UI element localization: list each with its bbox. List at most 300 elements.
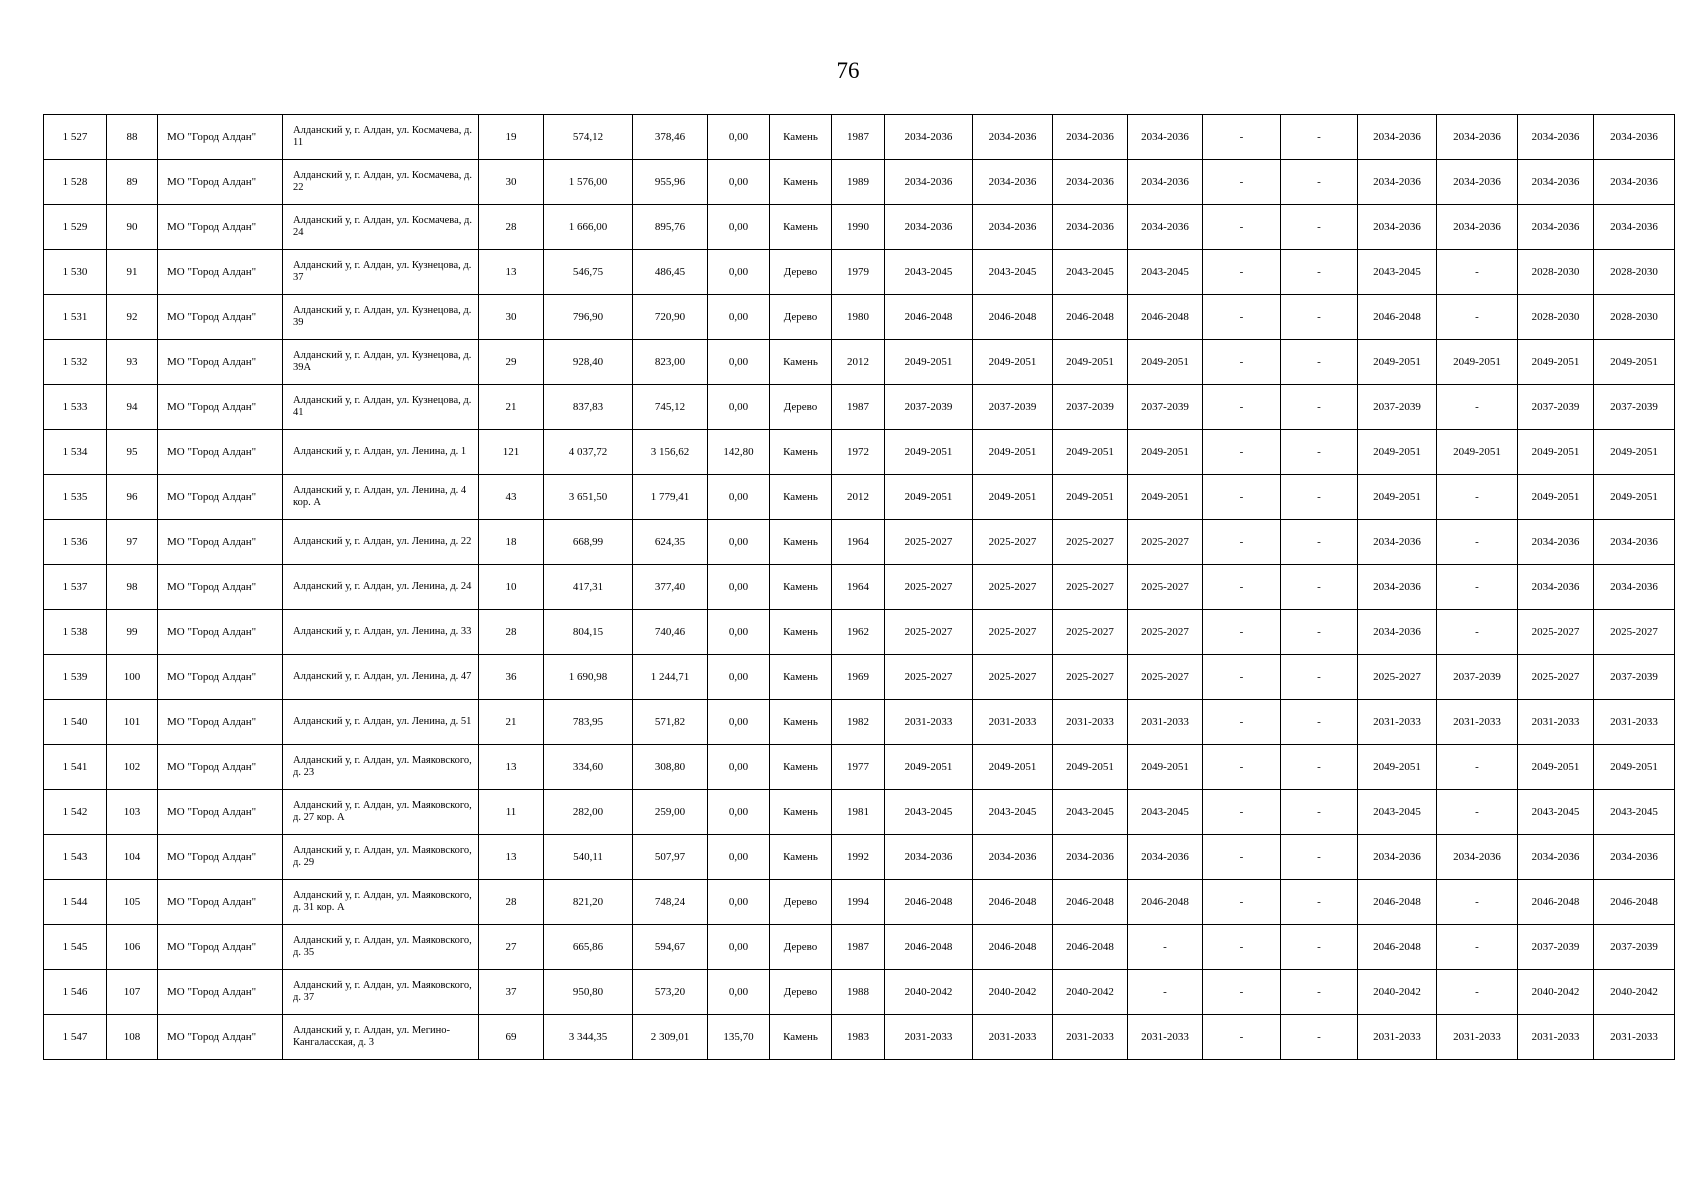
municipality-cell: МО "Город Алдан"	[158, 745, 283, 790]
period-cell: -	[1203, 205, 1281, 250]
period-cell: 2037-2039	[1437, 655, 1518, 700]
period-cell: 2025-2027	[885, 520, 973, 565]
residents-cell: 21	[479, 385, 544, 430]
table-row	[44, 340, 1675, 385]
residents-cell: 13	[479, 835, 544, 880]
living-area-cell: 377,40	[633, 565, 708, 610]
residents-cell: 29	[479, 340, 544, 385]
total-area-cell: 950,80	[544, 970, 633, 1015]
table-row	[44, 970, 1675, 1015]
period-cell: -	[1437, 385, 1518, 430]
period-cell: -	[1203, 655, 1281, 700]
nonresidential-area-cell: 0,00	[708, 475, 770, 520]
period-cell: 2034-2036	[1518, 115, 1594, 160]
period-cell: 2025-2027	[1053, 520, 1128, 565]
period-cell: 2049-2051	[1053, 340, 1128, 385]
period-cell: 2034-2036	[1594, 115, 1675, 160]
period-cell: 2031-2033	[973, 1015, 1053, 1060]
wall-material-cell: Камень	[770, 115, 832, 160]
period-cell: 2049-2051	[1128, 745, 1203, 790]
period-cell: 2046-2048	[1358, 925, 1437, 970]
wall-material-cell: Камень	[770, 475, 832, 520]
period-cell: 2043-2045	[1053, 250, 1128, 295]
built-year-cell: 1987	[832, 925, 885, 970]
address-cell: Алданский у, г. Алдан, ул. Ленина, д. 4 кор. А	[283, 475, 479, 520]
municipality-cell: МО "Город Алдан"	[158, 115, 283, 160]
period-cell: -	[1281, 925, 1358, 970]
row-index-cell: 92	[107, 295, 158, 340]
reg-number-cell: 1 540	[44, 700, 107, 745]
row-index-cell: 98	[107, 565, 158, 610]
row-index-cell: 95	[107, 430, 158, 475]
period-cell: 2031-2033	[1594, 700, 1675, 745]
period-cell: 2049-2051	[885, 745, 973, 790]
period-cell: 2034-2036	[1594, 565, 1675, 610]
period-cell: 2034-2036	[1128, 205, 1203, 250]
period-cell: 2034-2036	[1594, 835, 1675, 880]
period-cell: 2049-2051	[1518, 430, 1594, 475]
period-cell: -	[1437, 520, 1518, 565]
period-cell: -	[1203, 925, 1281, 970]
built-year-cell: 1981	[832, 790, 885, 835]
table-row	[44, 925, 1675, 970]
row-index-cell: 102	[107, 745, 158, 790]
address-cell: Алданский у, г. Алдан, ул. Маяковского, д. 27 кор. А	[283, 790, 479, 835]
wall-material-cell: Дерево	[770, 925, 832, 970]
period-cell: 2025-2027	[1358, 655, 1437, 700]
period-cell: 2031-2033	[1358, 700, 1437, 745]
period-cell: 2025-2027	[973, 610, 1053, 655]
table-row	[44, 610, 1675, 655]
row-index-cell: 94	[107, 385, 158, 430]
built-year-cell: 1969	[832, 655, 885, 700]
total-area-cell: 668,99	[544, 520, 633, 565]
period-cell: 2034-2036	[1128, 835, 1203, 880]
living-area-cell: 2 309,01	[633, 1015, 708, 1060]
wall-material-cell: Камень	[770, 205, 832, 250]
address-cell: Алданский у, г. Алдан, ул. Ленина, д. 24	[283, 565, 479, 610]
period-cell: 2049-2051	[1594, 475, 1675, 520]
period-cell: 2034-2036	[1437, 835, 1518, 880]
period-cell: 2046-2048	[973, 295, 1053, 340]
period-cell: 2043-2045	[1128, 790, 1203, 835]
period-cell: 2049-2051	[1518, 340, 1594, 385]
residents-cell: 36	[479, 655, 544, 700]
period-cell: 2049-2051	[1437, 340, 1518, 385]
period-cell: -	[1281, 835, 1358, 880]
period-cell: -	[1281, 745, 1358, 790]
period-cell: 2025-2027	[885, 565, 973, 610]
municipality-cell: МО "Город Алдан"	[158, 520, 283, 565]
nonresidential-area-cell: 0,00	[708, 520, 770, 565]
period-cell: -	[1203, 160, 1281, 205]
total-area-cell: 4 037,72	[544, 430, 633, 475]
period-cell: 2034-2036	[1437, 205, 1518, 250]
reg-number-cell: 1 539	[44, 655, 107, 700]
period-cell: 2049-2051	[1358, 430, 1437, 475]
total-area-cell: 783,95	[544, 700, 633, 745]
reg-number-cell: 1 530	[44, 250, 107, 295]
period-cell: -	[1203, 610, 1281, 655]
residents-cell: 28	[479, 880, 544, 925]
address-cell: Алданский у, г. Алдан, ул. Маяковского, д. 29	[283, 835, 479, 880]
nonresidential-area-cell: 0,00	[708, 655, 770, 700]
period-cell: 2034-2036	[1053, 160, 1128, 205]
living-area-cell: 1 244,71	[633, 655, 708, 700]
built-year-cell: 1983	[832, 1015, 885, 1060]
built-year-cell: 1992	[832, 835, 885, 880]
address-cell: Алданский у, г. Алдан, ул. Ленина, д. 51	[283, 700, 479, 745]
period-cell: 2025-2027	[1128, 520, 1203, 565]
row-index-cell: 96	[107, 475, 158, 520]
period-cell: -	[1281, 430, 1358, 475]
reg-number-cell: 1 536	[44, 520, 107, 565]
period-cell: 2034-2036	[1518, 520, 1594, 565]
wall-material-cell: Камень	[770, 1015, 832, 1060]
residents-cell: 13	[479, 250, 544, 295]
period-cell: 2040-2042	[1358, 970, 1437, 1015]
built-year-cell: 1972	[832, 430, 885, 475]
period-cell: 2034-2036	[1358, 565, 1437, 610]
period-cell: -	[1281, 250, 1358, 295]
row-index-cell: 97	[107, 520, 158, 565]
built-year-cell: 1989	[832, 160, 885, 205]
municipality-cell: МО "Город Алдан"	[158, 250, 283, 295]
reg-number-cell: 1 532	[44, 340, 107, 385]
period-cell: -	[1281, 1015, 1358, 1060]
period-cell: 2037-2039	[1594, 925, 1675, 970]
period-cell: 2049-2051	[973, 430, 1053, 475]
period-cell: 2034-2036	[885, 160, 973, 205]
row-index-cell: 99	[107, 610, 158, 655]
row-index-cell: 93	[107, 340, 158, 385]
total-area-cell: 574,12	[544, 115, 633, 160]
period-cell: 2025-2027	[973, 655, 1053, 700]
period-cell: 2037-2039	[1518, 925, 1594, 970]
wall-material-cell: Камень	[770, 565, 832, 610]
period-cell: -	[1203, 700, 1281, 745]
period-cell: 2025-2027	[973, 520, 1053, 565]
period-cell: 2031-2033	[885, 1015, 973, 1060]
table-row	[44, 205, 1675, 250]
period-cell: 2034-2036	[973, 835, 1053, 880]
built-year-cell: 1964	[832, 520, 885, 565]
residents-cell: 30	[479, 295, 544, 340]
municipality-cell: МО "Город Алдан"	[158, 565, 283, 610]
reg-number-cell: 1 546	[44, 970, 107, 1015]
residents-cell: 37	[479, 970, 544, 1015]
living-area-cell: 955,96	[633, 160, 708, 205]
reg-number-cell: 1 529	[44, 205, 107, 250]
municipality-cell: МО "Город Алдан"	[158, 205, 283, 250]
period-cell: 2031-2033	[1128, 1015, 1203, 1060]
period-cell: 2049-2051	[973, 475, 1053, 520]
period-cell: 2034-2036	[973, 160, 1053, 205]
address-cell: Алданский у, г. Алдан, ул. Маяковского, д. 35	[283, 925, 479, 970]
period-cell: -	[1281, 160, 1358, 205]
municipality-cell: МО "Город Алдан"	[158, 1015, 283, 1060]
total-area-cell: 282,00	[544, 790, 633, 835]
period-cell: 2049-2051	[1358, 475, 1437, 520]
table-row	[44, 790, 1675, 835]
table-row	[44, 160, 1675, 205]
municipality-cell: МО "Город Алдан"	[158, 880, 283, 925]
period-cell: 2034-2036	[1358, 520, 1437, 565]
row-index-cell: 101	[107, 700, 158, 745]
wall-material-cell: Камень	[770, 790, 832, 835]
period-cell: -	[1203, 115, 1281, 160]
housing-register-table	[43, 114, 1675, 1060]
period-cell: 2025-2027	[973, 565, 1053, 610]
wall-material-cell: Дерево	[770, 250, 832, 295]
residents-cell: 13	[479, 745, 544, 790]
period-cell: 2046-2048	[1358, 880, 1437, 925]
period-cell: 2046-2048	[1518, 880, 1594, 925]
period-cell: 2034-2036	[1128, 160, 1203, 205]
period-cell: -	[1128, 925, 1203, 970]
period-cell: 2034-2036	[1358, 160, 1437, 205]
nonresidential-area-cell: 0,00	[708, 790, 770, 835]
period-cell: 2049-2051	[1437, 430, 1518, 475]
page-number: 76	[836, 58, 860, 83]
period-cell: 2031-2033	[1518, 1015, 1594, 1060]
municipality-cell: МО "Город Алдан"	[158, 295, 283, 340]
period-cell: -	[1281, 565, 1358, 610]
nonresidential-area-cell: 0,00	[708, 745, 770, 790]
period-cell: 2049-2051	[1518, 475, 1594, 520]
period-cell: -	[1437, 565, 1518, 610]
period-cell: -	[1437, 925, 1518, 970]
period-cell: 2040-2042	[1053, 970, 1128, 1015]
living-area-cell: 573,20	[633, 970, 708, 1015]
reg-number-cell: 1 538	[44, 610, 107, 655]
period-cell: 2040-2042	[1594, 970, 1675, 1015]
residents-cell: 121	[479, 430, 544, 475]
period-cell: 2025-2027	[1518, 610, 1594, 655]
total-area-cell: 3 344,35	[544, 1015, 633, 1060]
municipality-cell: МО "Город Алдан"	[158, 475, 283, 520]
period-cell: 2034-2036	[1358, 205, 1437, 250]
table-row	[44, 565, 1675, 610]
register-rows	[44, 115, 1675, 1060]
period-cell: 2046-2048	[1358, 295, 1437, 340]
period-cell: 2025-2027	[885, 655, 973, 700]
wall-material-cell: Дерево	[770, 385, 832, 430]
period-cell: 2043-2045	[1128, 250, 1203, 295]
nonresidential-area-cell: 135,70	[708, 1015, 770, 1060]
living-area-cell: 259,00	[633, 790, 708, 835]
period-cell: -	[1203, 970, 1281, 1015]
period-cell: -	[1281, 340, 1358, 385]
period-cell: 2040-2042	[1518, 970, 1594, 1015]
period-cell: 2049-2051	[973, 340, 1053, 385]
row-index-cell: 89	[107, 160, 158, 205]
table-row	[44, 115, 1675, 160]
period-cell: -	[1203, 835, 1281, 880]
period-cell: -	[1437, 610, 1518, 655]
nonresidential-area-cell: 0,00	[708, 160, 770, 205]
period-cell: 2043-2045	[1053, 790, 1128, 835]
period-cell: 2025-2027	[1053, 655, 1128, 700]
period-cell: -	[1203, 430, 1281, 475]
period-cell: -	[1437, 880, 1518, 925]
row-index-cell: 100	[107, 655, 158, 700]
period-cell: 2046-2048	[1128, 880, 1203, 925]
period-cell: 2034-2036	[1518, 565, 1594, 610]
period-cell: 2031-2033	[1128, 700, 1203, 745]
built-year-cell: 1987	[832, 115, 885, 160]
period-cell: 2025-2027	[1128, 610, 1203, 655]
living-area-cell: 745,12	[633, 385, 708, 430]
nonresidential-area-cell: 0,00	[708, 295, 770, 340]
municipality-cell: МО "Город Алдан"	[158, 655, 283, 700]
wall-material-cell: Камень	[770, 700, 832, 745]
period-cell: 2031-2033	[1358, 1015, 1437, 1060]
living-area-cell: 486,45	[633, 250, 708, 295]
period-cell: -	[1281, 610, 1358, 655]
period-cell: -	[1437, 745, 1518, 790]
period-cell: -	[1203, 475, 1281, 520]
total-area-cell: 334,60	[544, 745, 633, 790]
row-index-cell: 91	[107, 250, 158, 295]
period-cell: 2049-2051	[1594, 340, 1675, 385]
built-year-cell: 1979	[832, 250, 885, 295]
total-area-cell: 665,86	[544, 925, 633, 970]
living-area-cell: 507,97	[633, 835, 708, 880]
nonresidential-area-cell: 0,00	[708, 925, 770, 970]
period-cell: 2034-2036	[1518, 205, 1594, 250]
nonresidential-area-cell: 142,80	[708, 430, 770, 475]
municipality-cell: МО "Город Алдан"	[158, 340, 283, 385]
period-cell: 2046-2048	[1053, 295, 1128, 340]
period-cell: 2031-2033	[1053, 1015, 1128, 1060]
address-cell: Алданский у, г. Алдан, ул. Ленина, д. 22	[283, 520, 479, 565]
total-area-cell: 1 666,00	[544, 205, 633, 250]
municipality-cell: МО "Город Алдан"	[158, 430, 283, 475]
period-cell: 2034-2036	[1594, 520, 1675, 565]
period-cell: 2025-2027	[1053, 565, 1128, 610]
residents-cell: 19	[479, 115, 544, 160]
wall-material-cell: Камень	[770, 430, 832, 475]
period-cell: 2034-2036	[1594, 205, 1675, 250]
period-cell: 2025-2027	[1594, 610, 1675, 655]
total-area-cell: 546,75	[544, 250, 633, 295]
period-cell: 2025-2027	[1128, 655, 1203, 700]
reg-number-cell: 1 533	[44, 385, 107, 430]
period-cell: 2046-2048	[973, 925, 1053, 970]
period-cell: 2037-2039	[1128, 385, 1203, 430]
wall-material-cell: Камень	[770, 835, 832, 880]
period-cell: 2043-2045	[1358, 790, 1437, 835]
period-cell: 2037-2039	[1594, 655, 1675, 700]
residents-cell: 28	[479, 610, 544, 655]
period-cell: 2034-2036	[1518, 160, 1594, 205]
period-cell: -	[1203, 880, 1281, 925]
period-cell: 2031-2033	[1437, 1015, 1518, 1060]
period-cell: 2028-2030	[1594, 295, 1675, 340]
address-cell: Алданский у, г. Алдан, ул. Ленина, д. 47	[283, 655, 479, 700]
row-index-cell: 103	[107, 790, 158, 835]
period-cell: 2046-2048	[1128, 295, 1203, 340]
wall-material-cell: Камень	[770, 160, 832, 205]
period-cell: 2034-2036	[1437, 115, 1518, 160]
row-index-cell: 106	[107, 925, 158, 970]
wall-material-cell: Камень	[770, 340, 832, 385]
built-year-cell: 1982	[832, 700, 885, 745]
period-cell: 2034-2036	[1053, 835, 1128, 880]
nonresidential-area-cell: 0,00	[708, 880, 770, 925]
living-area-cell: 895,76	[633, 205, 708, 250]
total-area-cell: 796,90	[544, 295, 633, 340]
living-area-cell: 720,90	[633, 295, 708, 340]
total-area-cell: 3 651,50	[544, 475, 633, 520]
period-cell: -	[1203, 565, 1281, 610]
reg-number-cell: 1 544	[44, 880, 107, 925]
period-cell: 2037-2039	[1358, 385, 1437, 430]
period-cell: -	[1203, 340, 1281, 385]
table-row	[44, 835, 1675, 880]
built-year-cell: 1980	[832, 295, 885, 340]
nonresidential-area-cell: 0,00	[708, 700, 770, 745]
residents-cell: 30	[479, 160, 544, 205]
wall-material-cell: Камень	[770, 520, 832, 565]
total-area-cell: 837,83	[544, 385, 633, 430]
period-cell: -	[1281, 700, 1358, 745]
reg-number-cell: 1 534	[44, 430, 107, 475]
period-cell: -	[1128, 970, 1203, 1015]
residents-cell: 27	[479, 925, 544, 970]
period-cell: -	[1281, 295, 1358, 340]
table-row	[44, 520, 1675, 565]
period-cell: 2049-2051	[1594, 745, 1675, 790]
period-cell: 2034-2036	[1053, 115, 1128, 160]
period-cell: 2031-2033	[1594, 1015, 1675, 1060]
period-cell: 2034-2036	[1358, 835, 1437, 880]
period-cell: 2046-2048	[885, 880, 973, 925]
built-year-cell: 1994	[832, 880, 885, 925]
living-area-cell: 823,00	[633, 340, 708, 385]
period-cell: 2046-2048	[1053, 925, 1128, 970]
period-cell: 2049-2051	[885, 475, 973, 520]
table-row	[44, 655, 1675, 700]
address-cell: Алданский у, г. Алдан, ул. Космачева, д. 22	[283, 160, 479, 205]
total-area-cell: 821,20	[544, 880, 633, 925]
nonresidential-area-cell: 0,00	[708, 340, 770, 385]
period-cell: 2025-2027	[1518, 655, 1594, 700]
period-cell: 2049-2051	[1358, 745, 1437, 790]
residents-cell: 28	[479, 205, 544, 250]
municipality-cell: МО "Город Алдан"	[158, 970, 283, 1015]
period-cell: -	[1203, 385, 1281, 430]
period-cell: 2046-2048	[1053, 880, 1128, 925]
period-cell: -	[1203, 790, 1281, 835]
period-cell: 2034-2036	[885, 835, 973, 880]
row-index-cell: 88	[107, 115, 158, 160]
period-cell: 2049-2051	[885, 430, 973, 475]
period-cell: 2031-2033	[973, 700, 1053, 745]
period-cell: -	[1281, 520, 1358, 565]
period-cell: 2037-2039	[1518, 385, 1594, 430]
period-cell: 2043-2045	[973, 250, 1053, 295]
period-cell: 2031-2033	[1437, 700, 1518, 745]
period-cell: 2043-2045	[973, 790, 1053, 835]
period-cell: 2037-2039	[885, 385, 973, 430]
period-cell: 2046-2048	[885, 925, 973, 970]
built-year-cell: 1988	[832, 970, 885, 1015]
municipality-cell: МО "Город Алдан"	[158, 160, 283, 205]
table-row	[44, 700, 1675, 745]
row-index-cell: 108	[107, 1015, 158, 1060]
